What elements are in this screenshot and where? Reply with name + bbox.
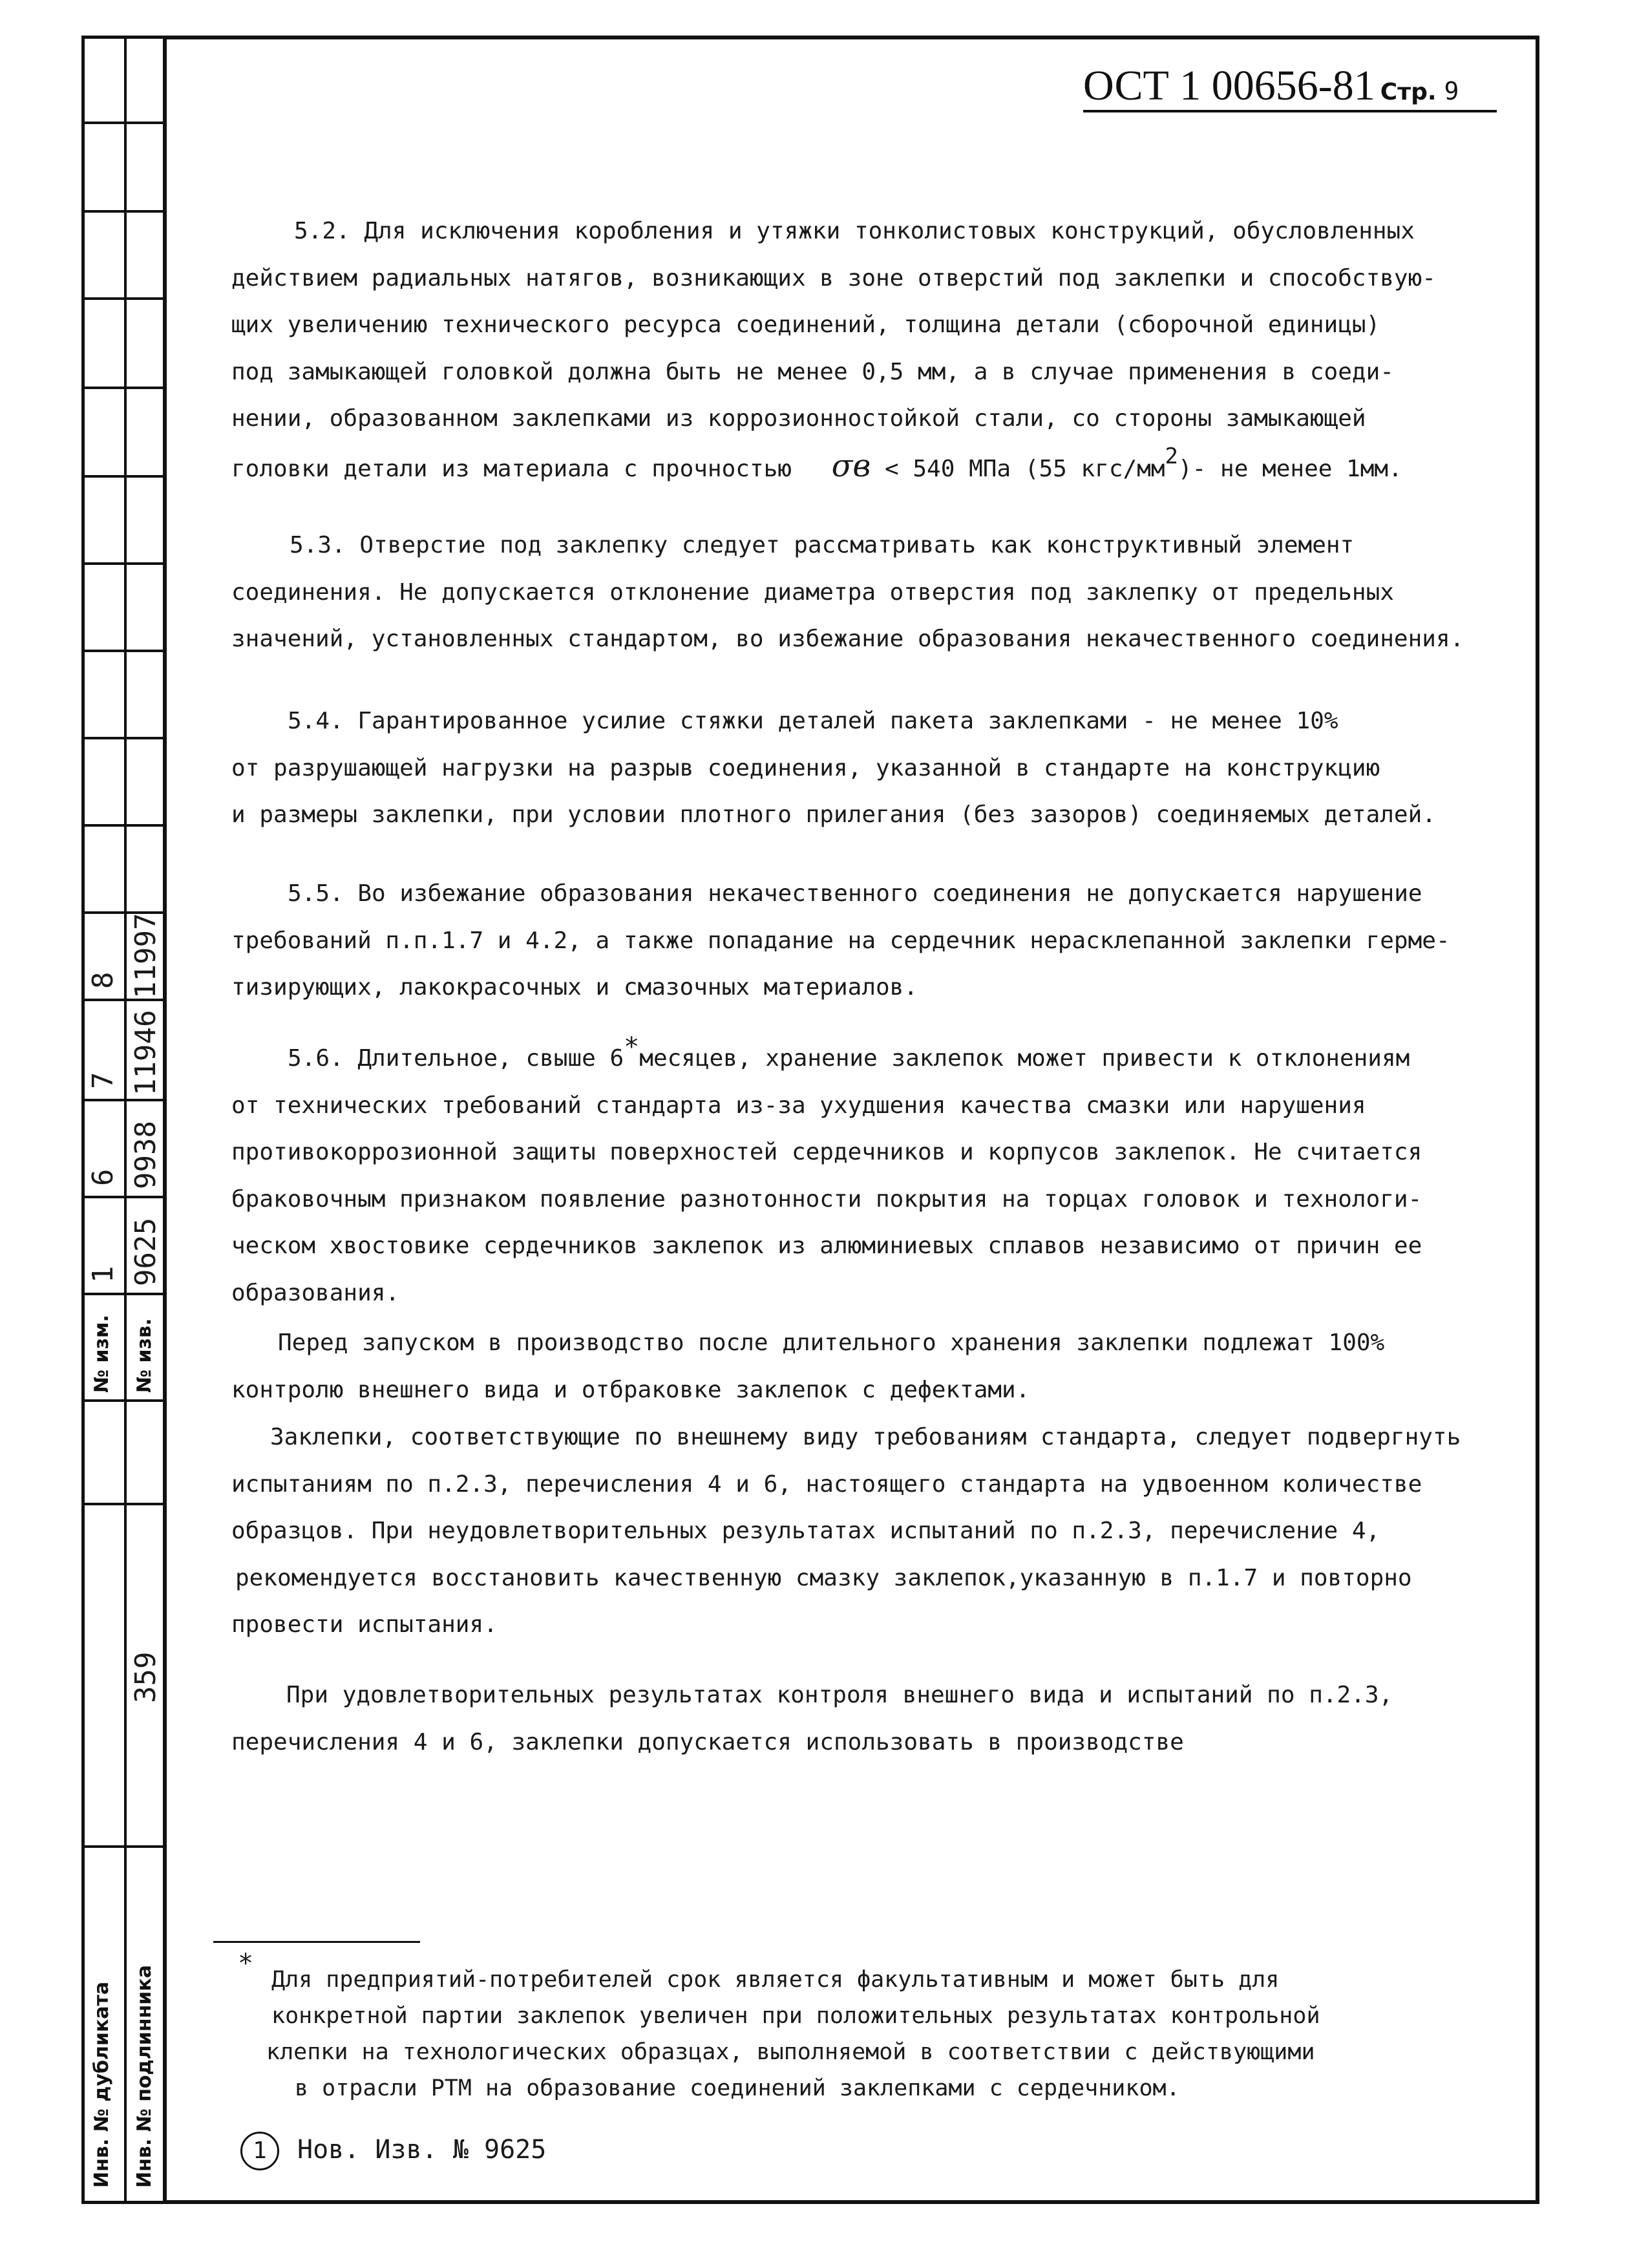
text-fragment: < 540 МПа (55 кгс/мм — [885, 455, 1165, 482]
notice-number: 11946 — [129, 1010, 162, 1096]
footnote — [238, 1962, 1320, 2106]
superscript: 2 — [1165, 443, 1178, 469]
stamp-grid-line — [81, 1196, 167, 1198]
stamp-grid-line — [81, 1399, 167, 1402]
stamp-grid-line — [81, 475, 167, 478]
stamp-grid-line — [81, 1099, 167, 1101]
header-underline — [1083, 110, 1497, 112]
text-line: контролю внешнего вида и отбраковке заклепок с дефектами. — [231, 1376, 1030, 1403]
text-line: значений, установленных стандартом, во избежание образования некачественного соединения. — [231, 626, 1464, 652]
text-line: провести испытания. — [231, 1611, 498, 1638]
text-fragment: головки детали из материала с прочностью — [231, 455, 792, 482]
notice-number: 9625 — [129, 1218, 162, 1286]
document-header — [1083, 61, 1459, 111]
usage-paragraph — [231, 1672, 1563, 1766]
izv-label: № изв. — [133, 1318, 156, 1393]
text-line: Заклепки, соответствующие по внешнему виду требованиям стандарта, следует подвергнуть — [270, 1424, 1461, 1450]
footnote-line: в отрасли РТМ на образование соединений заклепками с сердечником. — [295, 2075, 1180, 2101]
margin-divider — [124, 36, 127, 2204]
clause-5-3 — [231, 522, 1563, 663]
footnote-separator — [213, 1941, 420, 1943]
text-line: рекомендуется восстановить качественную смазку заклепок,указанную в п.1.7 и повторно — [235, 1564, 1412, 1591]
sigma-symbol: σв — [831, 447, 871, 484]
revision-number-circle: 1 — [240, 2132, 279, 2170]
stamp-grid-line — [81, 1503, 167, 1505]
stamp-grid-line — [81, 824, 167, 827]
testing-paragraph — [231, 1414, 1563, 1649]
text-line — [231, 443, 1563, 493]
text-line: от разрушающей нагрузки на разрыв соединения, указанной в стандарте на конструкцию — [231, 754, 1380, 781]
text-line — [231, 1034, 1563, 1083]
footnote-line: Для предприятий-потребителей срок является факультативным и может быть для — [271, 1967, 1280, 1993]
footnote-mark: * — [238, 1949, 254, 1978]
text-line: под замыкающей головкой должна быть не менее 0,5 мм, а в случае применения в соеди- — [231, 358, 1394, 385]
clause-5-4 — [231, 698, 1563, 839]
revision-note-text: Нов. Изв. № 9625 — [297, 2135, 547, 2165]
stamp-grid-line — [81, 999, 167, 1001]
change-number: 6 — [87, 1169, 120, 1186]
text-line: При удовлетворительных результатах контроля внешнего вида и испытаний по п.2.3, — [286, 1682, 1393, 1708]
stamp-grid-line — [81, 297, 167, 300]
stamp-grid-line — [81, 737, 167, 739]
stamp-grid-line — [81, 387, 167, 389]
text-line: испытаниям по п.2.3, перечисления 4 и 6, настоящего стандарта на удвоенном количестве — [231, 1470, 1422, 1498]
stamp-grid-line — [81, 650, 167, 652]
text-fragment: )- не менее 1мм. — [1178, 455, 1402, 482]
inv-original-label: Инв. № подлинника — [133, 1965, 156, 2188]
text-line: и размеры заклепки, при условии плотного прилегания (без зазоров) соединяемых деталей. — [231, 801, 1436, 828]
text-fragment: месяцев, хранение заклепок может привести к отклонениям — [639, 1045, 1410, 1072]
inv-duplicate-label: Инв. № дубликата — [90, 1981, 113, 2188]
clause-5-6 — [231, 1034, 1563, 1317]
change-number: 7 — [87, 1072, 120, 1089]
footnote-line: клепки на технологических образцах, выполняемой в соответствии с действующими — [266, 2039, 1315, 2065]
izm-label: № изм. — [90, 1315, 113, 1393]
text-line: требований п.п.1.7 и 4.2, а также попадание на сердечник нерасклепанной заклепки герме- — [231, 927, 1450, 954]
stamp-grid-line — [81, 1293, 167, 1295]
text-line: 5.3. Отверстие под заклепку следует рассматривать как конструктивный элемент — [290, 532, 1355, 558]
text-line: 5.5. Во избежание образования некачественного соединения не допускается нарушение — [288, 880, 1422, 907]
text-line: образцов. При неудовлетворительных результатах испытаний по п.2.3, перечисление 4, — [231, 1518, 1380, 1544]
text-line: нении, образованном заклепками из коррозионностойкой стали, со стороны замыкающей — [231, 405, 1366, 432]
text-line: перечисления 4 и 6, заклепки допускается использовать в производстве — [231, 1728, 1184, 1755]
footnote-line: конкретной партии заклепок увеличен при положительных результатах контрольной — [271, 2003, 1320, 2029]
text-line: соединения. Не допускается отклонение диаметра отверстия под заклепку от предельных — [231, 578, 1394, 606]
footnote-reference: * — [624, 1032, 640, 1062]
stamp-grid-line — [81, 122, 167, 124]
document-code: ОСТ 1 00656-81 — [1083, 62, 1375, 109]
text-line: щих увеличению технического ресурса соединений, толщина детали (сборочной единицы) — [231, 312, 1380, 338]
stamp-grid-line — [81, 210, 167, 213]
stamp-grid-line — [81, 1845, 167, 1848]
text-line: образования. — [231, 1279, 400, 1306]
text-line: браковочным признаком появление разнотонности покрытия на торцах головок и технологи- — [231, 1185, 1422, 1213]
revision-note — [240, 2132, 546, 2170]
clause-5-5 — [231, 871, 1563, 1012]
notice-number: 11997 — [129, 913, 162, 999]
text-fragment: 5.6. Длительное, свыше 6 — [288, 1045, 624, 1072]
change-number: 1 — [87, 1266, 120, 1283]
notice-number: 9938 — [129, 1121, 162, 1189]
inv-original-value: 359 — [129, 1651, 162, 1703]
text-line: тизирующих, лакокрасочных и смазочных материалов. — [231, 974, 918, 1001]
stamp-grid-line — [81, 562, 167, 565]
text-line: действием радиальных натягов, возникающих в зоне отверстий под заклепки и способствую- — [231, 264, 1436, 291]
change-number: 8 — [87, 971, 120, 989]
page-number: 9 — [1444, 77, 1459, 105]
page-label: Стр. — [1380, 79, 1437, 105]
text-line: от технических требований стандарта из-за ухудшения качества смазки или нарушения — [231, 1092, 1366, 1119]
clause-5-2 — [231, 208, 1563, 493]
text-line: противокоррозионной защиты поверхностей сердечников и корпусов заклепок. Не считается — [231, 1139, 1422, 1165]
text-line: 5.4. Гарантированное усилие стяжки деталей пакета заклепками - не менее 10% — [288, 708, 1338, 734]
text-line: Перед запуском в производство после длительного хранения заклепки подлежат 100% — [278, 1330, 1385, 1356]
text-line: 5.2. Для исключения коробления и утяжки тонколистовых конструкций, обусловленных — [294, 218, 1415, 244]
text-line: ческом хвостовике сердечников заклепок из алюминиевых сплавов независимо от причин ее — [231, 1233, 1422, 1259]
storage-paragraph — [231, 1320, 1563, 1414]
